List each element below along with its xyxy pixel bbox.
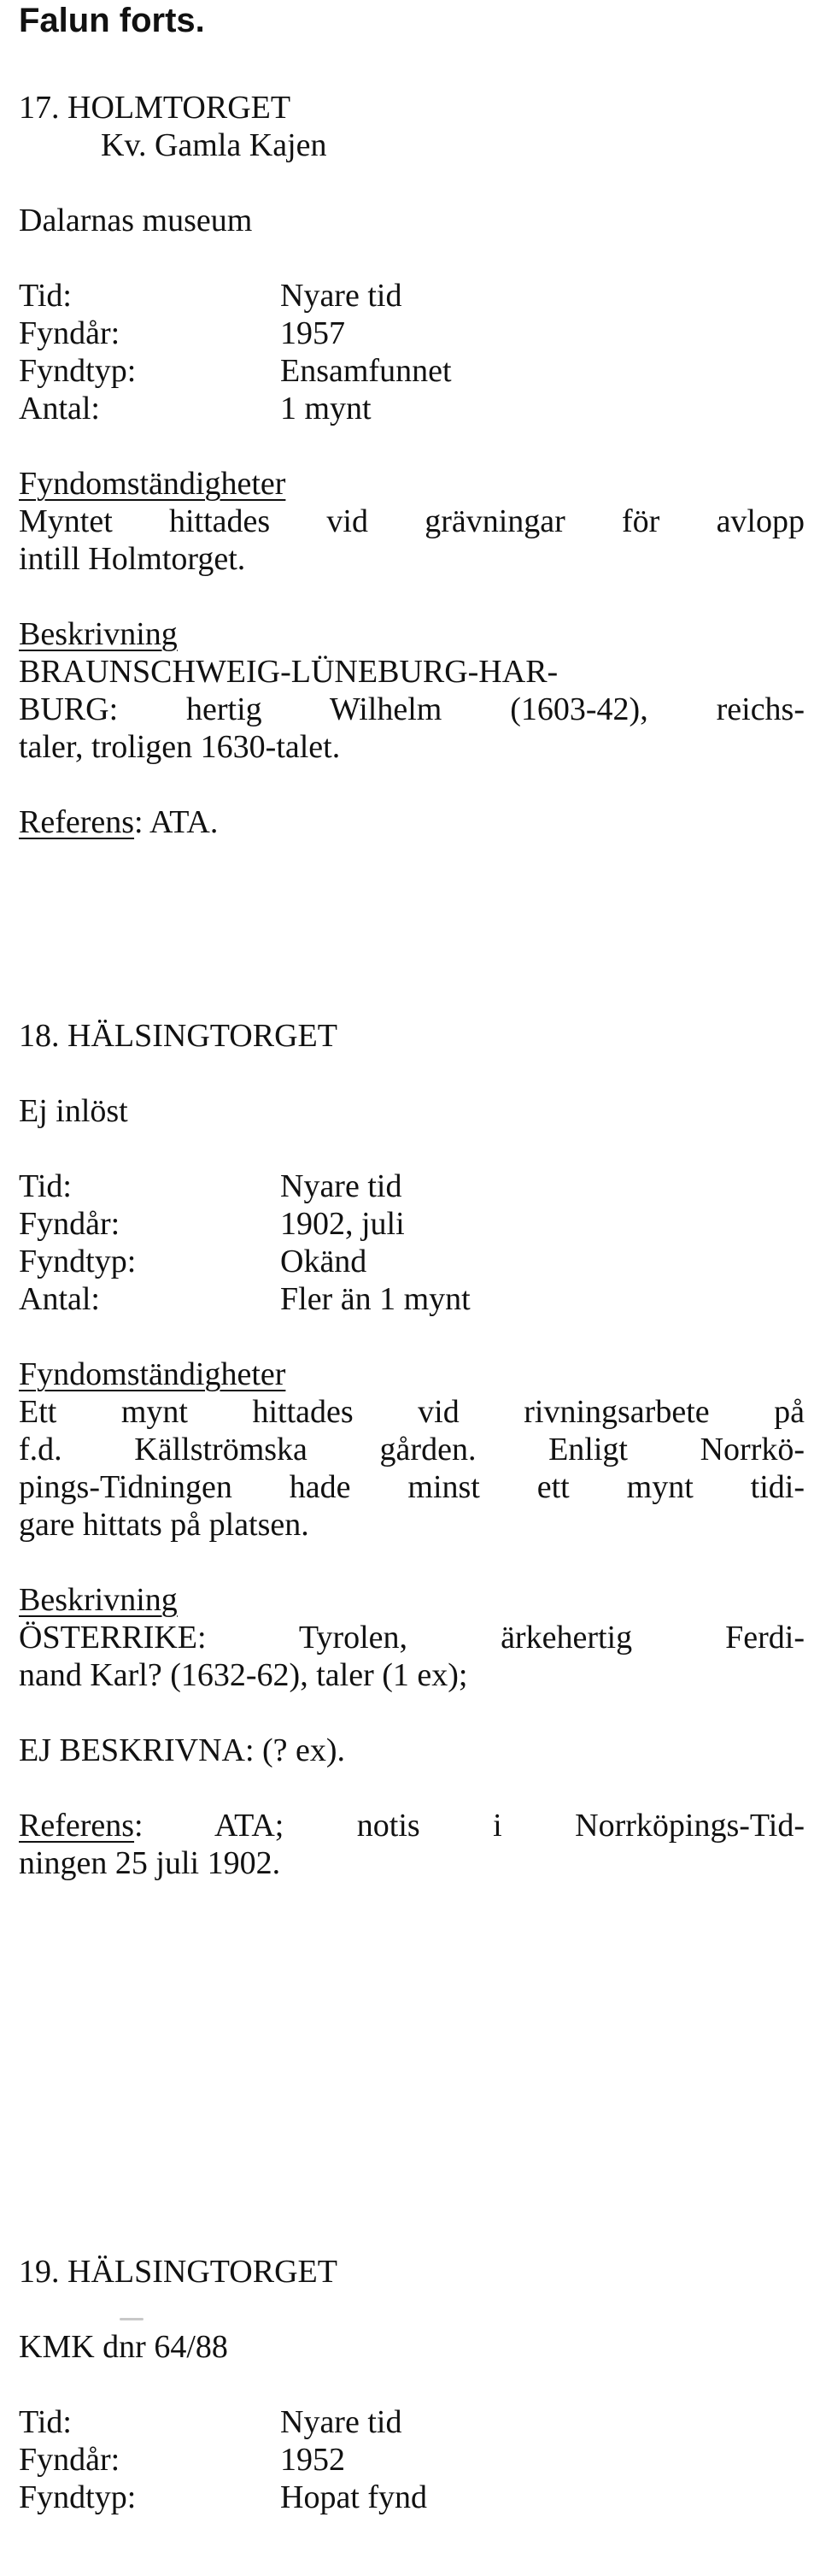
field-value: 1 mynt xyxy=(280,391,372,426)
reference-label: Referens xyxy=(19,804,135,840)
field-row xyxy=(19,390,805,427)
field-value: Ensamfunnet xyxy=(280,353,452,389)
field-key: Fyndtyp: xyxy=(19,353,137,389)
field-value: 1957 xyxy=(280,315,345,351)
description-line: taler, troligen 1630-talet. xyxy=(19,729,341,765)
circumstances-line: pings-Tidningen hade minst ett mynt tidi- xyxy=(19,1469,805,1505)
entry-institution: KMK dnr 64/88 xyxy=(19,2329,228,2365)
reference-continuation: ningen 25 juli 1902. xyxy=(19,1845,281,1881)
field-key: Fyndår: xyxy=(19,315,120,351)
field-list xyxy=(19,1167,805,1318)
circumstances-line: Myntet hittades vid grävningar för avlopp xyxy=(19,503,805,539)
field-key: Antal: xyxy=(19,391,100,426)
field-value: 1952 xyxy=(280,2442,345,2478)
field-row xyxy=(19,1167,805,1205)
field-row xyxy=(19,2403,805,2441)
entry-institution: Dalarnas museum xyxy=(19,203,253,238)
find-entry-17 xyxy=(19,89,805,841)
page-header: Falun forts. xyxy=(19,2,205,39)
field-row xyxy=(19,1243,805,1280)
field-key: Fyndår: xyxy=(19,1206,120,1242)
circumstances-line: gare hittats på platsen. xyxy=(19,1507,309,1543)
field-key: Antal: xyxy=(19,1281,100,1317)
circumstances-line: f.d. Källströmska gården. Enligt Norrkö- xyxy=(19,1432,805,1467)
field-list xyxy=(19,277,805,427)
field-key: Fyndår: xyxy=(19,2442,120,2478)
description-heading: Beskrivning xyxy=(19,1582,178,1618)
field-key: Tid: xyxy=(19,1168,72,1204)
field-row xyxy=(19,2479,805,2516)
field-row xyxy=(19,315,805,352)
circumstances-heading: Fyndomständigheter xyxy=(19,466,286,502)
circumstances-line: Ett mynt hittades vid rivningsarbete på xyxy=(19,1394,805,1430)
field-list xyxy=(19,2403,805,2516)
field-row xyxy=(19,277,805,315)
field-row xyxy=(19,2441,805,2479)
description-line: BURG: hertig Wilhelm (1603-42), reichs- xyxy=(19,691,805,727)
reference-text: : ATA; notis i Norrköpings-Tid- xyxy=(134,1808,805,1844)
field-key: Fyndtyp: xyxy=(19,1244,137,1279)
circumstances-line: intill Holmtorget. xyxy=(19,541,246,577)
field-value: 1902, juli xyxy=(280,1206,405,1242)
find-entry-18 xyxy=(19,1017,805,1882)
field-row xyxy=(19,1280,805,1318)
field-value: Okänd xyxy=(280,1244,367,1279)
reference xyxy=(19,803,805,841)
entry-title: 17. HOLMTORGET xyxy=(19,90,291,126)
description-line: ÖSTERRIKE: Tyrolen, ärkehertig Ferdi- xyxy=(19,1620,805,1656)
field-row xyxy=(19,1205,805,1243)
uncatalogued-line: EJ BESKRIVNA: (? ex). xyxy=(19,1732,346,1768)
description-line: nand Karl? (1632-62), taler (1 ex); xyxy=(19,1657,468,1693)
entry-title: 18. HÄLSINGTORGET xyxy=(19,1018,337,1054)
entry-subtitle: Kv. Gamla Kajen xyxy=(101,127,327,163)
entry-title: 19. HÄLSINGTORGET xyxy=(19,2254,337,2290)
field-value: Nyare tid xyxy=(280,2404,402,2440)
reference-text: : ATA. xyxy=(134,804,219,840)
circumstances-heading: Fyndomständigheter xyxy=(19,1356,286,1392)
field-key: Tid: xyxy=(19,2404,72,2440)
field-value: Nyare tid xyxy=(280,278,402,314)
field-key: Fyndtyp: xyxy=(19,2479,137,2515)
find-entry-19 xyxy=(19,2253,805,2516)
reference-label: Referens xyxy=(19,1808,135,1844)
reference xyxy=(19,1807,805,1844)
field-value: Nyare tid xyxy=(280,1168,402,1204)
field-value: Fler än 1 mynt xyxy=(280,1281,471,1317)
description-heading: Beskrivning xyxy=(19,616,178,652)
field-row xyxy=(19,352,805,390)
scan-smudge xyxy=(120,2318,144,2320)
entry-institution: Ej inlöst xyxy=(19,1093,128,1129)
description-line: BRAUNSCHWEIG-LÜNEBURG-HAR- xyxy=(19,654,559,690)
field-value: Hopat fynd xyxy=(280,2479,428,2515)
field-key: Tid: xyxy=(19,278,72,314)
